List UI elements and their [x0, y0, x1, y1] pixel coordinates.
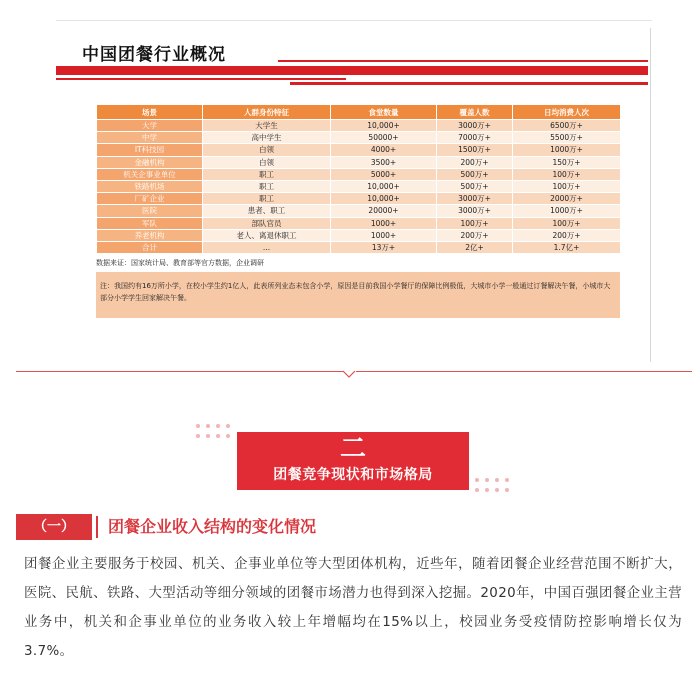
table-header-cell: 人群身份特征: [203, 105, 331, 120]
table-cell: 患者、职工: [203, 205, 331, 217]
table-row: [97, 168, 621, 180]
table-cell: 养老机构: [97, 229, 203, 241]
decorative-dots-right: [475, 478, 509, 492]
table-cell: 机关企事业单位: [97, 168, 203, 180]
table-row: [97, 120, 621, 132]
table-row: [97, 144, 621, 156]
table-cell: 150万+: [513, 156, 621, 168]
subsection-tag: （一）: [16, 514, 92, 540]
table-cell: 6500万+: [513, 120, 621, 132]
table-cell: 200万+: [437, 229, 513, 241]
table-row: [97, 229, 621, 241]
section-number: 二: [339, 434, 366, 464]
table-cell: 3000万+: [437, 193, 513, 205]
red-band-main: [56, 66, 648, 75]
table-cell: 2亿+: [437, 241, 513, 253]
table-header-cell: 食堂数量: [331, 105, 437, 120]
table-cell: 5500万+: [513, 132, 621, 144]
section-badge: [237, 432, 469, 490]
table-cell: 白领: [203, 144, 331, 156]
subsection-divider: [96, 516, 98, 538]
table-cell: 13万+: [331, 241, 437, 253]
table-cell: 中学: [97, 132, 203, 144]
table-cell: 50000+: [331, 132, 437, 144]
table-cell: 200万+: [437, 156, 513, 168]
table-cell: 职工: [203, 168, 331, 180]
table-header-cell: 日均消费人次: [513, 105, 621, 120]
table-cell: 100万+: [513, 168, 621, 180]
table-cell: 高中学生: [203, 132, 331, 144]
table-header-row: [97, 105, 621, 120]
red-band-lower-right: [290, 82, 648, 85]
table-row: [97, 180, 621, 192]
table-cell: 10,000+: [331, 120, 437, 132]
table-cell: 1.7亿+: [513, 241, 621, 253]
table-total-row: [97, 241, 621, 253]
slide-title: 中国团餐行业概况: [82, 45, 226, 65]
red-band-lower: [56, 78, 346, 80]
table-cell: 200万+: [513, 229, 621, 241]
table-cell: 500万+: [437, 180, 513, 192]
table-cell: 100万+: [513, 217, 621, 229]
table-header-cell: 覆盖人数: [437, 105, 513, 120]
table-note: 注：我国约有16万所小学，在校小学生约1亿人，此表所列业态未包含小学，原因是目前我国小学餐厅的保障比例极低，大城市小学一般通过订餐解决午餐，小城市大部分小学学生回家解决午餐。: [96, 272, 620, 318]
table-cell: 20000+: [331, 205, 437, 217]
red-band-top-right: [278, 60, 648, 62]
table-cell: 厂矿企业: [97, 193, 203, 205]
subsection-title: 团餐企业收入结构的变化情况: [108, 517, 317, 536]
section-title: 团餐竞争现状和市场格局: [273, 467, 433, 483]
table-cell: 100万+: [437, 217, 513, 229]
table-cell: 金融机构: [97, 156, 203, 168]
table-cell: 500万+: [437, 168, 513, 180]
table-cell: 1500万+: [437, 144, 513, 156]
table-row: [97, 193, 621, 205]
table-cell: 职工: [203, 193, 331, 205]
table-cell: 5000+: [331, 168, 437, 180]
slide-border-top: [56, 20, 652, 21]
table-row: [97, 132, 621, 144]
body-paragraph: 团餐企业主要服务于校园、机关、企事业单位等大型团体机构，近些年，随着团餐企业经营范围不断扩大，医院、民航、铁路、大型活动等细分领域的团餐市场潜力也得到深入挖掘。2020年，中国百强团餐企业主营业务中，机关和企事业单位的业务收入较上年增幅均在15%以上，校园业务受疫情防控影响增长仅为3.7%。: [24, 557, 682, 659]
table-cell: 10,000+: [331, 180, 437, 192]
table-cell: 1000+: [331, 217, 437, 229]
table-cell: 3500+: [331, 156, 437, 168]
table-cell: 1000万+: [513, 144, 621, 156]
table-cell: 部队官员: [203, 217, 331, 229]
table-cell: 大学: [97, 120, 203, 132]
table-cell: 1000万+: [513, 205, 621, 217]
table-cell: 职工: [203, 180, 331, 192]
table-cell: 老人、离退休职工: [203, 229, 331, 241]
data-source-text: 数据来证：国家统计局、教育部等官方数据，企业调研: [96, 256, 620, 270]
table-cell: 大学生: [203, 120, 331, 132]
table-row: [97, 156, 621, 168]
table-row: [97, 217, 621, 229]
table-cell: 2000万+: [513, 193, 621, 205]
slide-border-right: [650, 28, 651, 362]
table-cell: 合计: [97, 241, 203, 253]
canteen-overview-table: [96, 104, 621, 254]
table-cell: 3000万+: [437, 205, 513, 217]
decorative-dots-left: [196, 424, 230, 438]
table-cell: 100万+: [513, 180, 621, 192]
table-row: [97, 205, 621, 217]
table-cell: 4000+: [331, 144, 437, 156]
section-divider-left: [16, 371, 344, 372]
table-header-cell: 场景: [97, 105, 203, 120]
table-cell: 3000万+: [437, 120, 513, 132]
table-cell: 7000万+: [437, 132, 513, 144]
table-cell: ...: [203, 241, 331, 253]
table-cell: 医院: [97, 205, 203, 217]
section-divider-right: [356, 371, 692, 372]
chevron-down-icon: [342, 365, 356, 379]
table-cell: 白领: [203, 156, 331, 168]
table-cell: 铁路机场: [97, 180, 203, 192]
table-cell: IT科技园: [97, 144, 203, 156]
table-cell: 1000+: [331, 229, 437, 241]
table-cell: 军队: [97, 217, 203, 229]
table-cell: 10,000+: [331, 193, 437, 205]
